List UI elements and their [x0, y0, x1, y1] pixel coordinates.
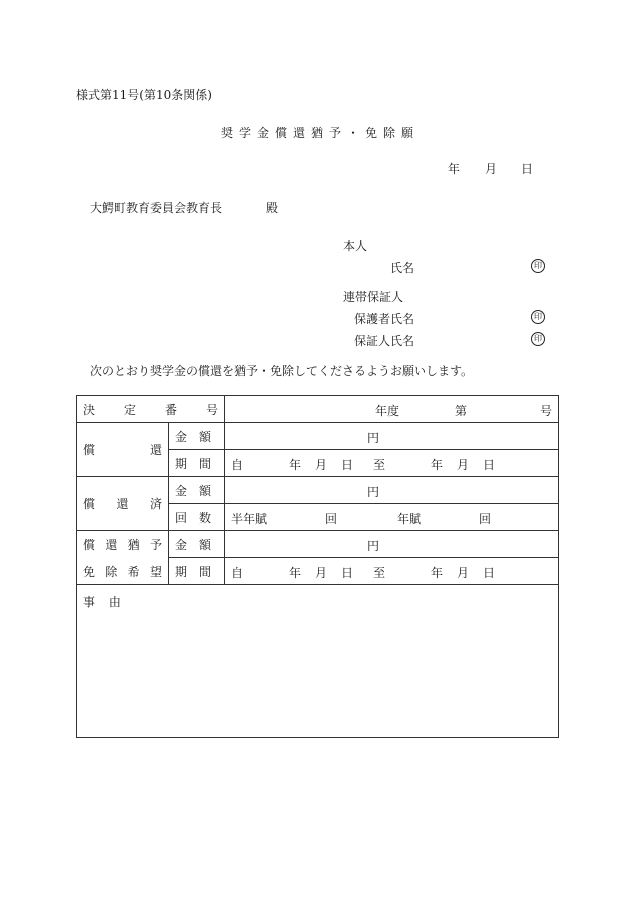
guarantor-name-label: 保証人氏名 [354, 334, 415, 348]
date-month: 月 [485, 162, 498, 176]
repaid-count-field[interactable]: 半年賦 回 年賦 回 [225, 504, 559, 531]
guardian-name-label: 保護者氏名 [354, 312, 415, 326]
intro-text: 次のとおり奨学金の償還を猶予・免除してくださるようお願いします。 [90, 364, 474, 378]
request-period-field[interactable]: 自 年 月 日 至 年 月 日 [225, 558, 559, 585]
guardian-seal-icon: 印 [531, 310, 545, 324]
addressee-name: 大鰐町教育委員会教育長 [90, 201, 223, 215]
repayment-label: 償 還 [77, 423, 169, 477]
guarantor-heading: 連帯保証人 [343, 290, 404, 304]
form-number: 様式第11号(第10条関係) [76, 88, 212, 102]
application-table [76, 395, 559, 738]
reason-row [77, 585, 559, 738]
repayment-amount-label: 金 額 [169, 423, 225, 450]
guarantor-seal-icon: 印 [531, 332, 545, 346]
applicant-seal-icon: 印 [531, 259, 545, 273]
request-amount-field[interactable]: 円 [225, 531, 559, 558]
request-amount-label: 金 額 [169, 531, 225, 558]
repaid-count-label: 回 数 [169, 504, 225, 531]
repayment-period-field[interactable]: 自 年 月 日 至 年 月 日 [225, 450, 559, 477]
applicant-heading: 本人 [343, 239, 368, 253]
decision-number-row [77, 396, 559, 423]
date-day: 日 [521, 162, 534, 176]
repaid-amount-label: 金 額 [169, 477, 225, 504]
applicant-name-label: 氏名 [390, 261, 415, 275]
repayment-period-label: 期 間 [169, 450, 225, 477]
repayment-amount-field[interactable]: 円 [225, 423, 559, 450]
decision-number-field[interactable]: 年度 第 号 [225, 396, 559, 423]
reason-field[interactable]: 事 由 [77, 585, 559, 738]
repayment-amount-row [77, 423, 559, 450]
repaid-label: 償 還 済 [77, 477, 169, 531]
repaid-amount-field[interactable]: 円 [225, 477, 559, 504]
repaid-amount-row [77, 477, 559, 504]
addressee-honorific: 殿 [266, 201, 279, 215]
request-label: 償 還 猶 予 免 除 希 望 [77, 531, 169, 585]
request-period-label: 期 間 [169, 558, 225, 585]
request-amount-row [77, 531, 559, 558]
decision-number-label: 決 定 番 号 [77, 396, 225, 423]
document-title: 奨学金償還猶予・免除願 [221, 126, 420, 140]
date-year: 年 [448, 162, 461, 176]
